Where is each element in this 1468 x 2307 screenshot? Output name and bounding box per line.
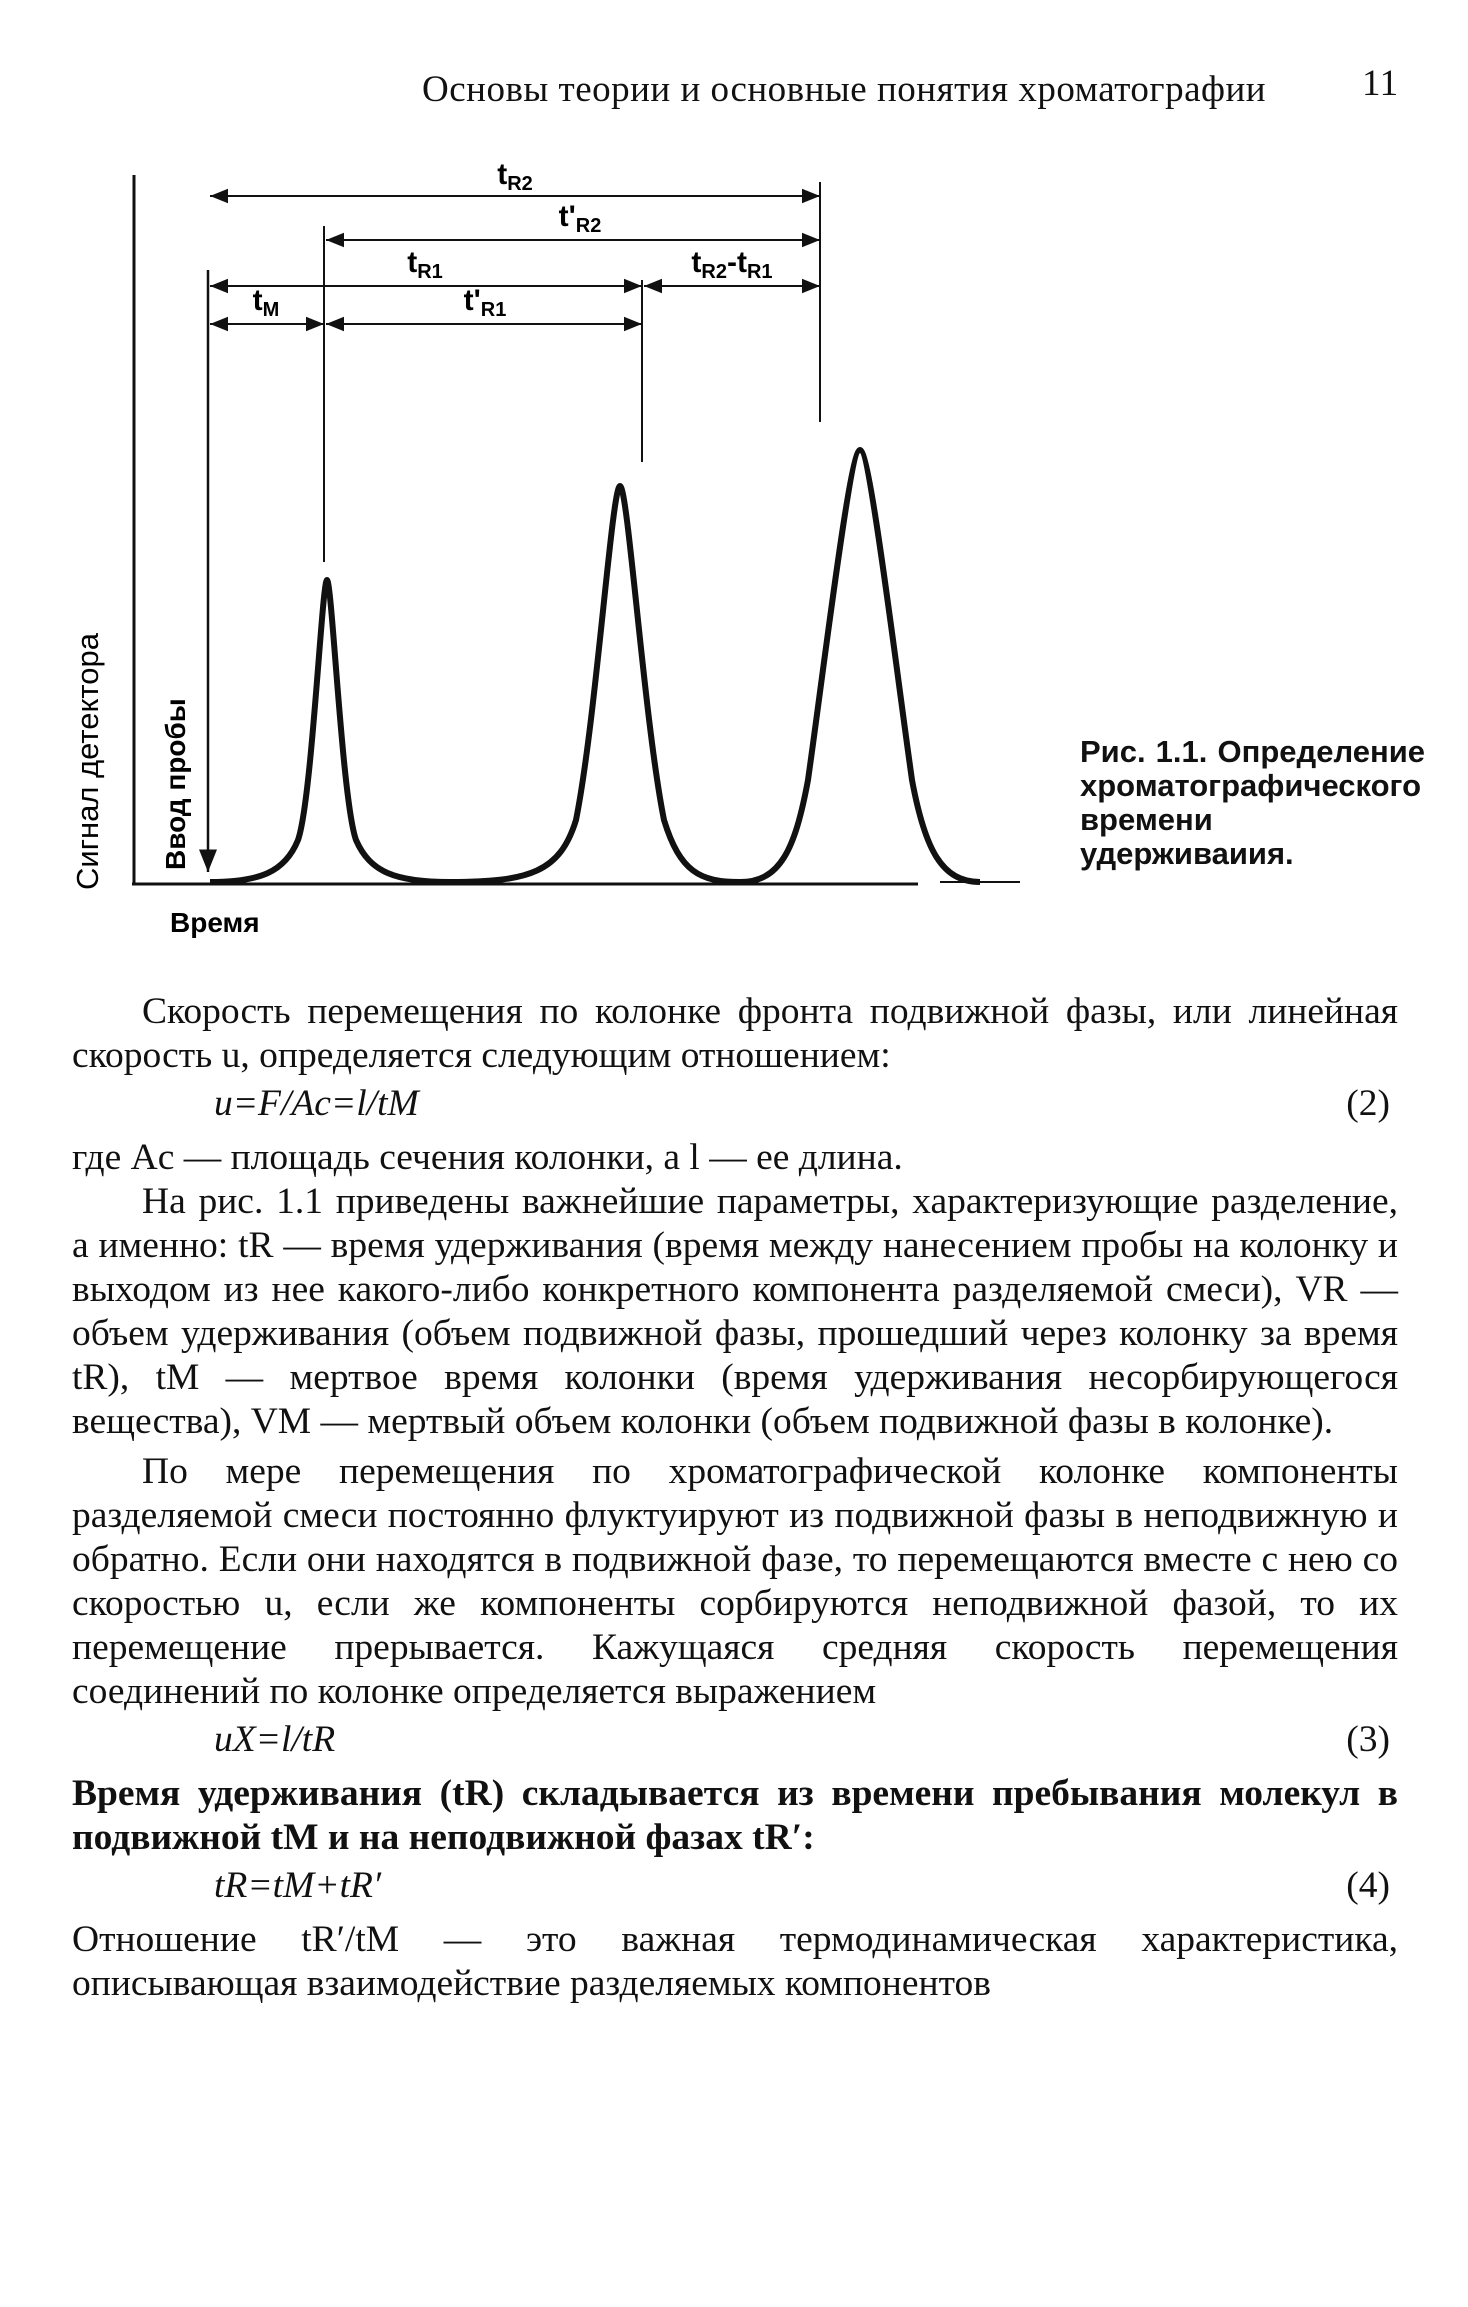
page-header	[400, 62, 1400, 122]
peak-1-curve	[210, 580, 450, 882]
formula-4	[72, 1864, 1398, 1910]
label-tR2-minus-tR1: $t_{R2}-t_{R1}$	[691, 246, 773, 283]
label-tR2: $t_{R2}$	[497, 160, 533, 195]
paragraph-4: По мере перемещения по хроматографической колонке компоненты разделяемой смеси постоянно флуктуируют из подвижной фазы в неподвижную и обратно. Если они находятся в подвижной фазе, то перемещаются вместе с нею со скоростью u, если же компоненты сорбируются неподвижной фазой, то их перемещение прерывается. Кажущаяся средняя скорость перемещения соединений по колонке определяется выражением	[72, 1451, 1398, 1712]
paragraph-6: Отношение tR′/tM — это важная термодинамическая характеристика, описывающая взаимодействие разделяемых компонентов	[72, 1919, 1398, 2004]
injection-label: Ввод пробы	[160, 698, 191, 870]
paragraph-2: где Aс — площадь сечения колонки, а l — ее длина.	[72, 1137, 903, 1178]
label-tR1: $t_{R1}$	[407, 246, 443, 283]
formula-2-number: (2)	[1346, 1083, 1390, 1124]
x-axis-label: Время	[170, 907, 260, 938]
label-tR1-prime: $t'_{R1}$	[463, 284, 507, 321]
formula-2	[72, 1082, 1398, 1128]
formula-2-expression: u=F/Aс=l/tM	[214, 1083, 419, 1124]
formula-3-expression: uX=l/tR	[214, 1719, 336, 1760]
formula-3	[72, 1718, 1398, 1764]
paragraph-1: Скорость перемещения по колонке фронта подвижной фазы, или линейная скорость u, определяется следующим отношением:	[72, 991, 1398, 1076]
formula-3-number: (3)	[1346, 1719, 1390, 1760]
running-title: Основы теории и основные понятия хроматографии	[422, 69, 1267, 110]
caption-text: Определение хроматографического времени удерживаиия.	[1080, 734, 1425, 871]
peak-3-curve	[740, 450, 980, 882]
body-text	[72, 990, 1398, 2006]
formula-4-expression: tR=tM+tR′	[214, 1865, 382, 1906]
label-tM: $t_M$	[252, 284, 280, 321]
formula-4-number: (4)	[1346, 1865, 1390, 1906]
paragraph-5: Время удерживания (tR) складывается из времени пребывания молекул в подвижной tM и на неподвижной фазах tR′:	[72, 1773, 1398, 1858]
peak-2-curve	[450, 486, 740, 882]
caption-label: Рис. 1.1.	[1080, 734, 1208, 769]
page-number: 11	[1362, 63, 1399, 104]
figure-caption	[1080, 735, 1425, 871]
paragraph-3: На рис. 1.1 приведены важнейшие параметры, характеризующие разделение, а именно: tR — время удерживания (время между нанесением пробы на колонку и выходом из нее какого-либо конкретного компонента разделяемой смеси), VR — объем удерживания (объем подвижной фазы, прошедший через колонку за время tR), tM — мертвое время колонки (время удерживания несорбирующегося вещества), VM — мертвый объем колонки (объем подвижной фазы в колонке).	[72, 1181, 1398, 1442]
y-axis-label: Сигнал детектора	[70, 633, 105, 890]
label-tR2-prime: $t'_{R2}$	[558, 200, 602, 237]
